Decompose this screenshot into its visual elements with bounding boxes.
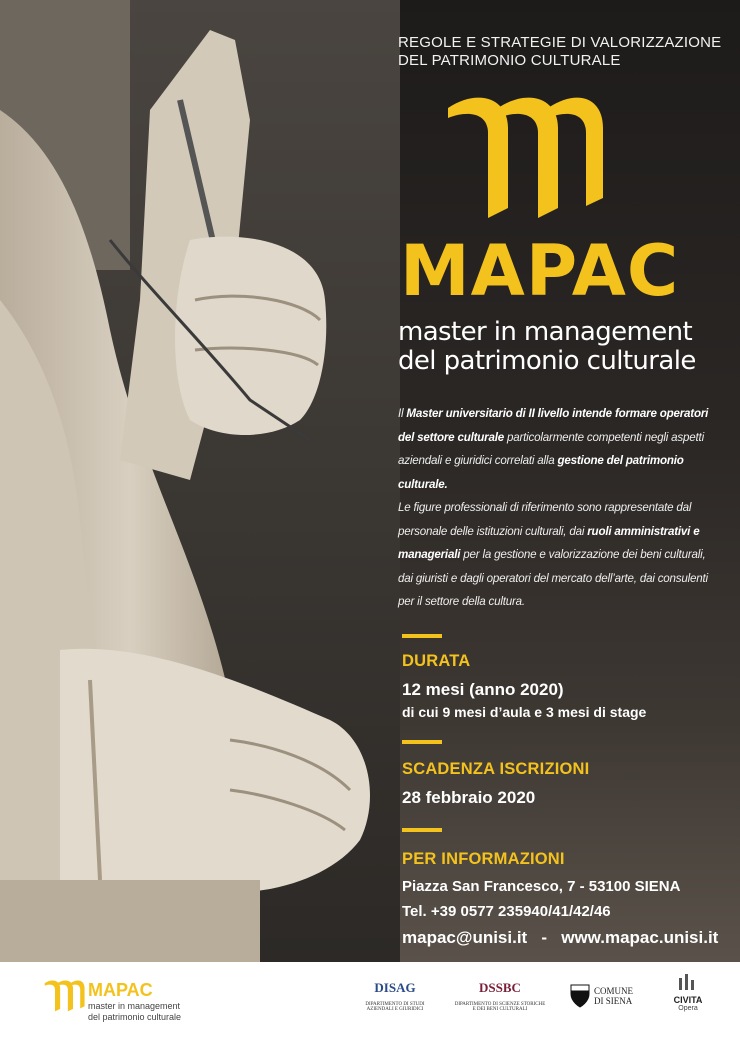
brand-name: MAPAC bbox=[400, 230, 680, 312]
header-tagline bbox=[398, 34, 728, 70]
desc-text: Il bbox=[398, 407, 407, 420]
section-divider bbox=[402, 634, 442, 638]
statue-image bbox=[0, 0, 400, 962]
dssbc-sub1: DIPARTIMENTO DI SCIENZE STORICHE bbox=[454, 1002, 546, 1007]
footer-mapac-sub2: del patrimonio culturale bbox=[88, 1012, 182, 1022]
desc-bold: gestione del patrimonio culturale. bbox=[398, 454, 684, 491]
scadenza-date: 28 febbraio 2020 bbox=[402, 788, 536, 807]
durata-line-2: di cui 9 mesi d’aula e 3 mesi di stage bbox=[402, 704, 647, 720]
dssbc-sub2: E DEI BENI CULTURALI bbox=[472, 1007, 528, 1012]
disag-name: DISAG bbox=[374, 980, 416, 995]
desc-bold: Master universitario di II livello intende formare operatori del settore culturale bbox=[398, 407, 709, 444]
dssbc-name: DSSBC bbox=[479, 980, 521, 995]
durata-line-1: 12 mesi (anno 2020) bbox=[402, 680, 564, 699]
desc-text: particolarmente competenti negli aspetti aziendali e giuridici correlati alla bbox=[398, 430, 704, 467]
footer-mapac-sub1: master in management bbox=[88, 1001, 181, 1011]
disag-sub2: AZIENDALI E GIURIDICI bbox=[366, 1007, 424, 1012]
info-address: Piazza San Francesco, 7 - 53100 SIENA bbox=[402, 878, 681, 895]
footer-dssbc-logo bbox=[450, 974, 550, 1034]
info-contacts[interactable]: mapac@unisi.it - www.mapac.unisi.it bbox=[402, 928, 719, 947]
brand-subtitle-line-1: master in management bbox=[398, 317, 693, 347]
durata-title: DURATA bbox=[402, 652, 471, 670]
info-title: PER INFORMAZIONI bbox=[402, 850, 565, 868]
scadenza-title: SCADENZA ISCRIZIONI bbox=[402, 760, 590, 778]
section-divider bbox=[402, 740, 442, 744]
desc-text: per la gestione e valorizzazione dei beni culturali, dai giuristi e dagli operatori del mercato dell’arte, dai consulenti per il settore della cultura. bbox=[398, 548, 708, 608]
desc-text: Le figure professionali di riferimento sono rappresentate dal personale delle istituzioni culturali, dai bbox=[398, 501, 692, 538]
tagline-line-2: DEL PATRIMONIO CULTURALE bbox=[398, 52, 621, 69]
footer-mapac-name: MAPAC bbox=[88, 980, 153, 1000]
description bbox=[398, 402, 718, 614]
footer-logos bbox=[0, 962, 740, 1046]
footer-comune-logo bbox=[570, 982, 640, 1022]
section-divider bbox=[402, 828, 442, 832]
mapac-m-logo bbox=[438, 88, 608, 228]
footer-disag-logo bbox=[360, 974, 430, 1034]
tagline-line-1: REGOLE E STRATEGIE DI VALORIZZAZIONE bbox=[398, 34, 722, 51]
building-icon bbox=[677, 974, 699, 990]
civita-sub: Opera bbox=[678, 1005, 698, 1012]
footer-civita-logo bbox=[658, 974, 718, 1034]
desc-bold: ruoli amministrativi e manageriali bbox=[398, 524, 700, 561]
comune-line-2: DI SIENA bbox=[594, 996, 633, 1006]
brand-subtitle-line-2: del patrimonio culturale bbox=[398, 346, 696, 376]
comune-line-1: COMUNE bbox=[594, 986, 634, 996]
disag-sub1: DIPARTIMENTO DI STUDI bbox=[365, 1002, 425, 1007]
mapac-m-icon bbox=[42, 978, 86, 1014]
civita-name: CIVITA bbox=[673, 995, 703, 1005]
footer-mapac-logo bbox=[42, 974, 192, 1034]
info-phone: Tel. +39 0577 235940/41/42/46 bbox=[402, 903, 611, 920]
shield-icon bbox=[570, 984, 590, 1008]
